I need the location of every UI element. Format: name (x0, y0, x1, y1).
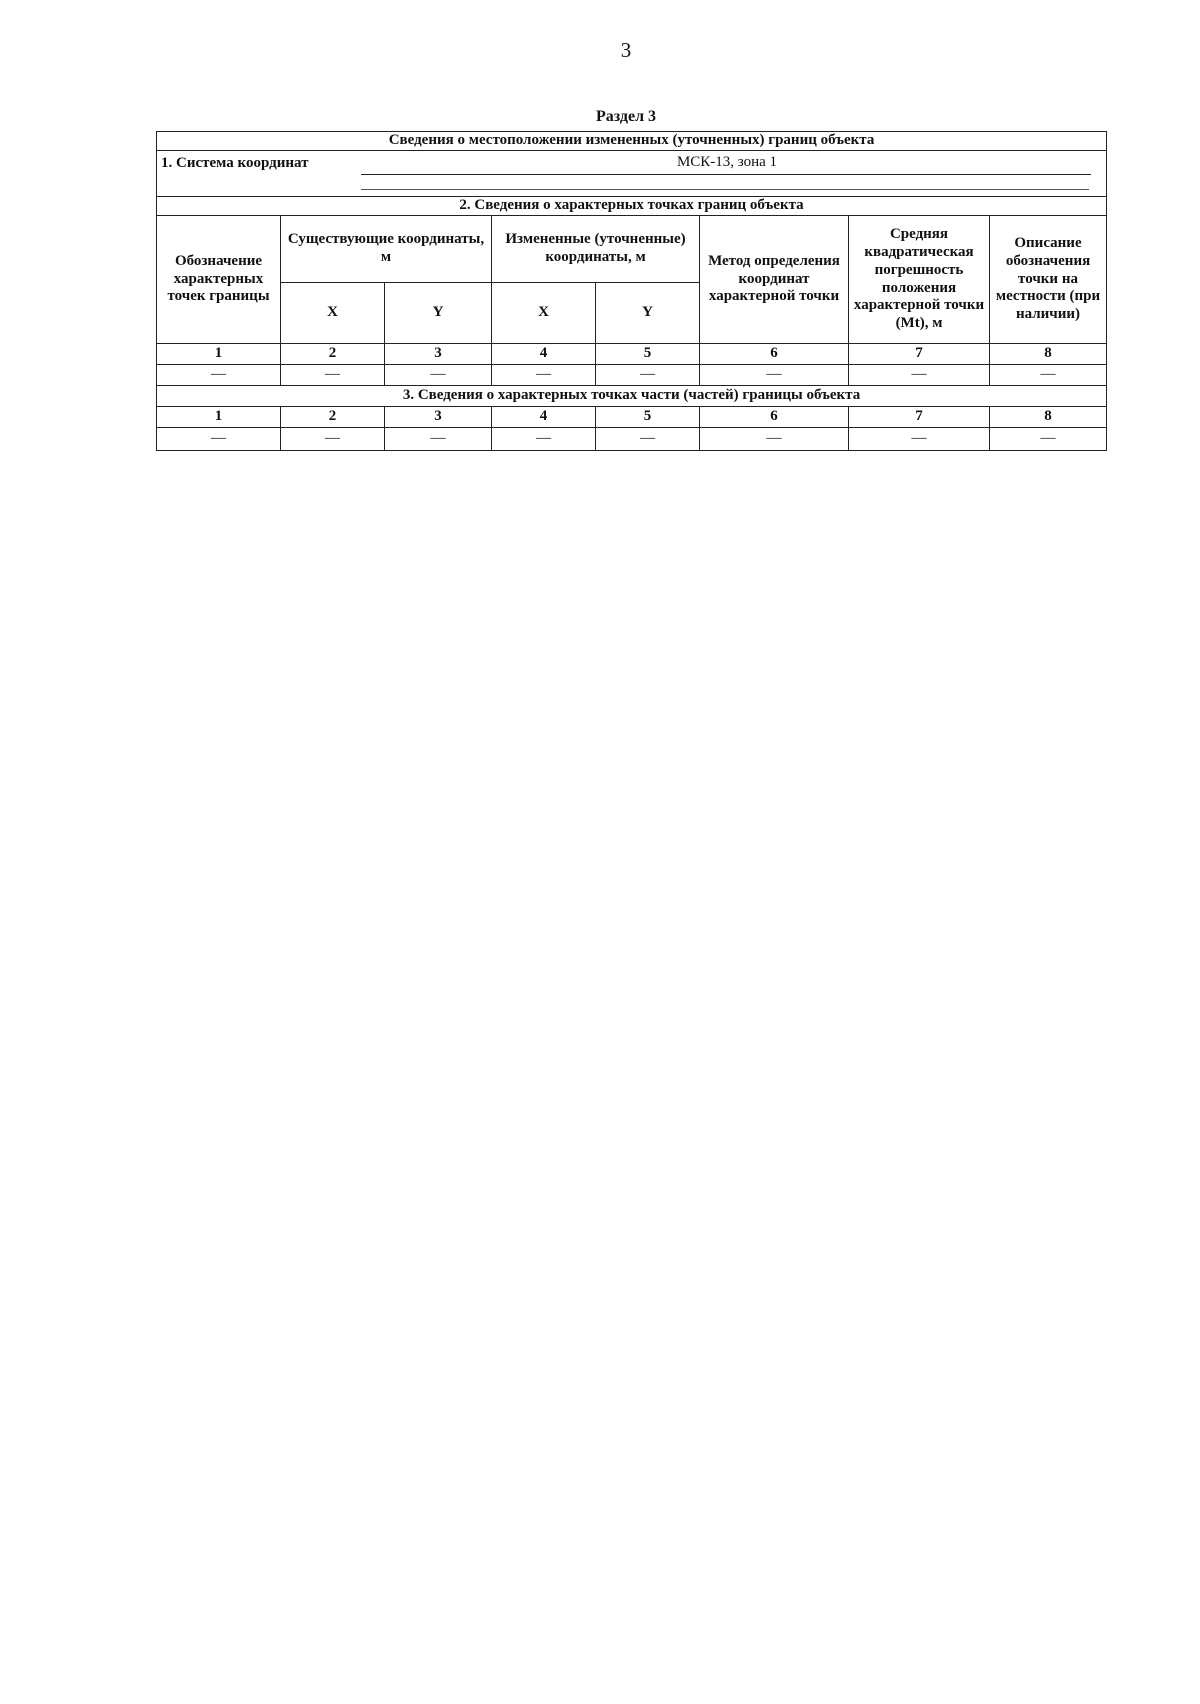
table-title: Сведения о местоположении измененных (уточненных) границ объекта (157, 132, 1107, 151)
header-error: Средняя квадратическая погрешность положения характерной точки (Mt), м (849, 216, 990, 344)
coordinate-system-blank-line (361, 189, 1089, 190)
column-number: 1 (157, 407, 281, 428)
column-number: 4 (492, 344, 596, 365)
table-cell: — (385, 365, 492, 386)
table-cell: — (596, 365, 700, 386)
column-number: 3 (385, 407, 492, 428)
header-point-designation: Обозначение характерных точек границы (157, 216, 281, 344)
column-number: 5 (596, 344, 700, 365)
column-number: 2 (281, 407, 385, 428)
header-existing-coordinates: Существующие координаты, м (281, 216, 492, 283)
column-number: 1 (157, 344, 281, 365)
header-method: Метод определения координат характерной точки (700, 216, 849, 344)
table-cell: — (281, 428, 385, 451)
coordinate-system-label: 1. Система координат (161, 155, 309, 171)
section-title: Раздел 3 (595, 108, 657, 125)
part2-title: 2. Сведения о характерных точках границ объекта (157, 197, 1107, 216)
table-cell: — (492, 428, 596, 451)
header-existing-x: X (281, 283, 385, 344)
table-cell: — (281, 365, 385, 386)
table-cell: — (849, 428, 990, 451)
part3-title: 3. Сведения о характерных точках части (частей) границы объекта (157, 386, 1107, 407)
header-description: Описание обозначения точки на местности (при наличии) (990, 216, 1107, 344)
table-cell: — (700, 428, 849, 451)
header-existing-y: Y (385, 283, 492, 344)
column-number: 4 (492, 407, 596, 428)
table-cell: — (157, 365, 281, 386)
column-number: 7 (849, 407, 990, 428)
header-changed-x: X (492, 283, 596, 344)
column-number: 6 (700, 407, 849, 428)
coordinate-system-row (157, 151, 1107, 197)
header-changed-coordinates: Измененные (уточненные) координаты, м (492, 216, 700, 283)
column-number: 3 (385, 344, 492, 365)
table-cell: — (385, 428, 492, 451)
column-number: 2 (281, 344, 385, 365)
table-cell: — (990, 365, 1107, 386)
page-number: 3 (620, 38, 632, 62)
column-number: 6 (700, 344, 849, 365)
header-changed-y: Y (596, 283, 700, 344)
column-number: 8 (990, 344, 1107, 365)
table-cell: — (492, 365, 596, 386)
table-cell: — (990, 428, 1107, 451)
column-number: 7 (849, 344, 990, 365)
boundary-table (156, 131, 1107, 451)
column-number: 8 (990, 407, 1107, 428)
table-cell: — (700, 365, 849, 386)
column-number: 5 (596, 407, 700, 428)
coordinate-system-value: МСК-13, зона 1 (361, 154, 1091, 175)
table-cell: — (596, 428, 700, 451)
table-cell: — (157, 428, 281, 451)
table-cell: — (849, 365, 990, 386)
